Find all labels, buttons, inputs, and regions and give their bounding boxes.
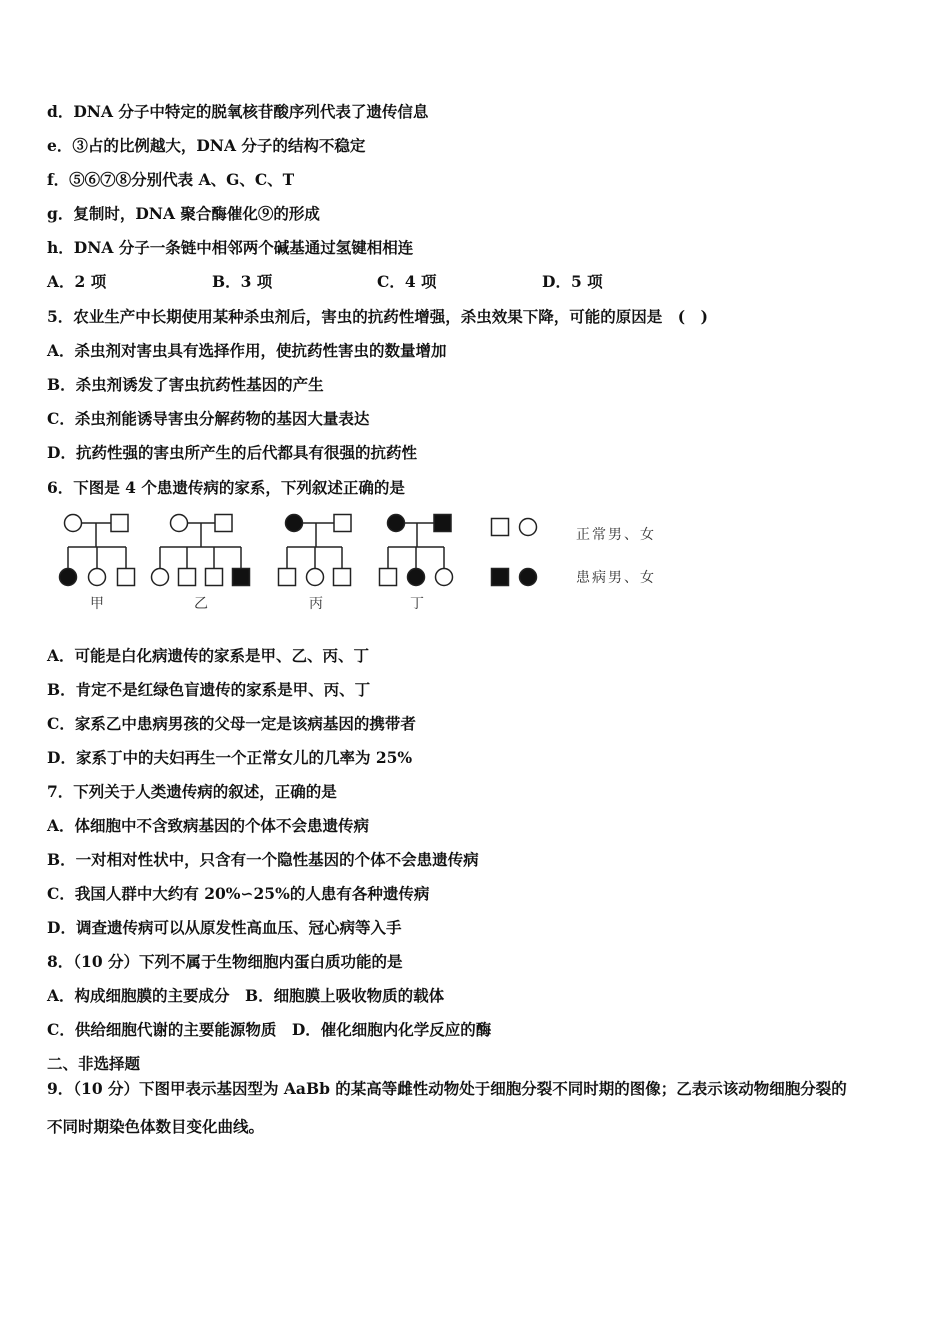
pedigree-family-ding: [380, 515, 453, 586]
q8-options-cd[interactable]: C．供给细胞代谢的主要能源物质 D．催化细胞内化学反应的酶: [47, 1020, 492, 1039]
q4-statement-d: d．DNA 分子中特定的脱氧核苷酸序列代表了遗传信息: [47, 102, 429, 121]
q4-option-c[interactable]: C．4 项: [377, 272, 437, 291]
q7-option-d[interactable]: D．调查遗传病可以从原发性高血压、冠心病等入手: [47, 918, 402, 937]
pedigree-family-bing: [279, 515, 352, 586]
section-title: 二、非选择题: [47, 1054, 141, 1073]
q9-stem-line2: 不同时期染色体数目变化曲线。: [47, 1117, 265, 1136]
pedigree-label-yi: 乙: [194, 596, 208, 612]
pedigree-label-jia: 甲: [90, 596, 104, 612]
legend-affected-label: 患病男、女: [576, 570, 656, 586]
pedigree-label-ding: 丁: [410, 596, 424, 612]
q4-statement-e: e．③占的比例越大，DNA 分子的结构不稳定: [47, 136, 366, 155]
pedigree-legend: [492, 519, 537, 586]
q7-option-b[interactable]: B．一对相对性状中，只含有一个隐性基因的个体不会患遗传病: [47, 850, 479, 869]
q6-option-b[interactable]: B．肯定不是红绿色盲遗传的家系是甲、丙、丁: [47, 680, 371, 699]
q4-statement-h: h．DNA 分子一条链中相邻两个碱基通过氢键相相连: [47, 238, 414, 257]
pedigree-figure: [40, 505, 680, 615]
q7-option-c[interactable]: C．我国人群中大约有 20%∽25%的人患有各种遗传病: [47, 884, 430, 903]
pedigree-family-yi: [152, 515, 250, 586]
q6-option-a[interactable]: A．可能是白化病遗传的家系是甲、乙、丙、丁: [47, 646, 370, 665]
q6-option-c[interactable]: C．家系乙中患病男孩的父母一定是该病基因的携带者: [47, 714, 416, 733]
q9-stem-line1: 9．（10 分）下图甲表示基因型为 AaBb 的某高等雌性动物处于细胞分裂不同时期的图像；乙表示该动物细胞分裂的: [47, 1079, 847, 1098]
q4-options: [47, 272, 603, 292]
legend-normal-label: 正常男、女: [576, 527, 656, 543]
q4-option-d[interactable]: D．5 项: [542, 272, 603, 291]
q6-stem: 6．下图是 4 个患遗传病的家系，下列叙述正确的是: [47, 478, 405, 497]
pedigree-label-bing: 丙: [309, 596, 323, 612]
q4-option-b[interactable]: B．3 项: [212, 272, 273, 291]
q4-statement-g: g．复制时，DNA 聚合酶催化⑨的形成: [47, 204, 320, 223]
q5-option-d[interactable]: D．抗药性强的害虫所产生的后代都具有很强的抗药性: [47, 443, 417, 462]
q7-option-a[interactable]: A．体细胞中不含致病基因的个体不会患遗传病: [47, 816, 370, 835]
q4-option-a[interactable]: A．2 项: [47, 272, 107, 291]
q4-statement-f: f．⑤⑥⑦⑧分别代表 A、G、C、T: [47, 170, 295, 189]
q8-options-ab[interactable]: A．构成细胞膜的主要成分 B．细胞膜上吸收物质的载体: [47, 986, 445, 1005]
q5-option-a[interactable]: A．杀虫剂对害虫具有选择作用，使抗药性害虫的数量增加: [47, 341, 447, 360]
q7-stem: 7．下列关于人类遗传病的叙述，正确的是: [47, 782, 337, 801]
q5-option-c[interactable]: C．杀虫剂能诱导害虫分解药物的基因大量表达: [47, 409, 370, 428]
q8-stem: 8．（10 分）下列不属于生物细胞内蛋白质功能的是: [47, 952, 403, 971]
q6-option-d[interactable]: D．家系丁中的夫妇再生一个正常女儿的几率为 25%: [47, 748, 413, 767]
q5-stem: 5．农业生产中长期使用某种杀虫剂后，害虫的抗药性增强，杀虫效果下降，可能的原因是 ( ): [47, 307, 708, 326]
q5-option-b[interactable]: B．杀虫剂诱发了害虫抗药性基因的产生: [47, 375, 324, 394]
pedigree-family-jia: [60, 515, 135, 586]
